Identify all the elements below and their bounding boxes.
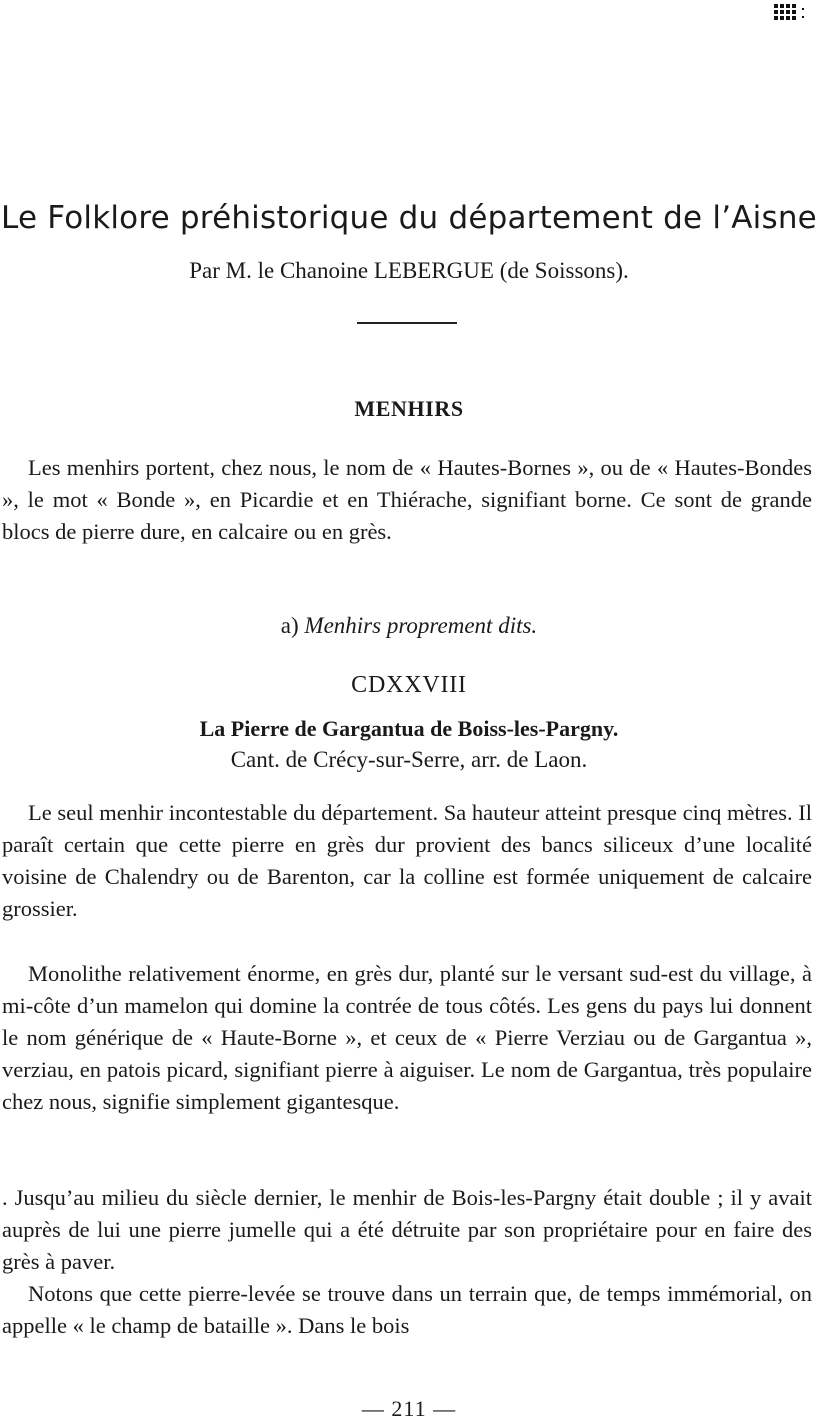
subsection-prefix: a)	[280, 613, 299, 638]
article-title: Le Folklore préhistorique du département de l’Aisne	[1, 200, 817, 236]
author-byline: Par M. le Chanoine LEBERGUE (de Soissons).	[189, 258, 629, 283]
section-heading: MENHIRS	[354, 396, 464, 421]
corner-ornament-icon	[772, 2, 812, 24]
body-paragraph-4: Notons que cette pierre-levée se trouve dans un terrain que, de temps immémorial, on appelle « le champ de bataille ». Dans le bois	[2, 1281, 812, 1338]
entry-title: La Pierre de Gargantua de Boiss-les-Pargny.	[199, 716, 619, 741]
subsection-heading	[0, 613, 818, 639]
subsection-title: Menhirs proprement dits.	[304, 613, 538, 638]
entry-number: CDXXVIII	[351, 672, 467, 698]
body-paragraph-3: . Jusqu’au milieu du siècle dernier, le menhir de Bois-les-Pargny était double ; il y avait auprès de lui une pierre jumelle qui a été détruite par son propriétaire pour en faire des grès à paver.	[2, 1185, 812, 1274]
entry-location: Cant. de Crécy-sur-Serre, arr. de Laon.	[230, 747, 588, 772]
intro-paragraph: Les menhirs portent, chez nous, le nom de « Hautes-Bornes », ou de « Hautes-Bondes », le mot « Bonde », en Picardie et en Thiérache, signifiant borne. Ce sont de grande blocs de pierre dure, en calcaire ou en grès.	[2, 455, 812, 544]
body-paragraph-2: Monolithe relativement énorme, en grès dur, planté sur le versant sud-est du village, à mi-côte d’un mamelon qui domine la contrée de tous côtés. Les gens du pays lui donnent le nom générique de « Haute-Borne », et ceux de « Pierre Verziau ou de Gargantua », verziau, en patois picard, signifiant pierre à aiguiser. Le nom de Gargantua, très populaire chez nous, signifie simplement gigantesque.	[2, 961, 812, 1114]
body-paragraph-1: Le seul menhir incontestable du département. Sa hauteur atteint presque cinq mètres. Il paraît certain que cette pierre en grès dur provient des bancs siliceux d’une localité voisine de Chalendry ou de Barenton, car la colline est formée uniquement de calcaire grossier.	[2, 800, 812, 921]
page-number: — 211 —	[361, 1396, 457, 1421]
title-divider	[357, 322, 457, 324]
